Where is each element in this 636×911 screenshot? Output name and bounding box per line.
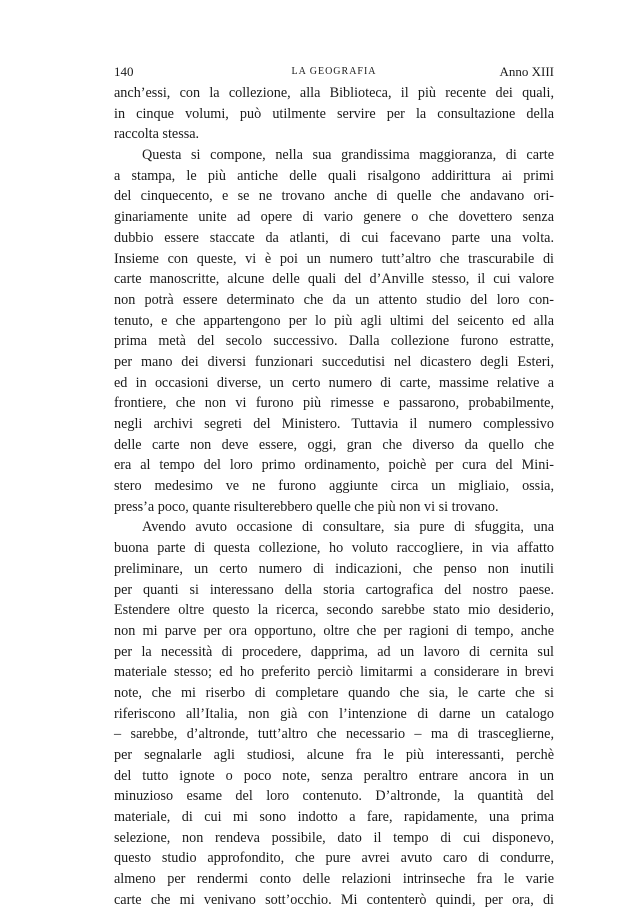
text-line: non mi parve per ora opportuno, oltre che per ragioni di tempo, anche [114,622,554,639]
volume-label: Anno XIII [499,64,554,79]
text-line: non potrà essere determinato che da un attento studio del loro con- [114,291,554,308]
text-line: per mano dei diversi funzionari succedutisi nel dicastero degli Esteri, [114,353,554,370]
text-line: del tutto ignote o poco note, senza peraltro entrare ancora in un [114,767,554,784]
text-line: minuzioso esame del loro contenuto. D’altronde, la quantità del [114,788,554,805]
text-line: in cinque volumi, può utilmente servire per la consultazione della [114,105,554,122]
text-line: Questa si compone, nella sua grandissima maggioranza, di carte [142,147,554,164]
text-line: carte che mi venivano sott’occhio. Mi contenterò quindi, per ora, di [114,891,554,908]
text-line: materiale, di cui mi sono indotto a fare, rapidamente, una prima [114,809,554,826]
text-line: del cinquecento, e se ne trovano anche di quelle che andavano ori- [114,188,554,205]
text-line: press’a poco, quante risulterebbero quelle che più non vi si trovano. [114,498,499,515]
text-line: per la necessità di procedere, dapprima, ad un lavoro di cernita sul [114,643,554,660]
text-line: anch’essi, con la collezione, alla Biblioteca, il più recente dei quali, [114,85,554,101]
text-line: preliminare, un certo numero di indicazioni, che penso non inutili [114,560,554,577]
text-line: ginariamente unite ad opere di vario genere o che dovettero senza [114,209,554,226]
text-line: tenuto, e che appartengono per lo più agli ultimi del seicento ed alla [114,312,554,329]
text-line: frontiere, che non vi furono più rimesse e passarono, probabilmente, [114,395,554,412]
text-line: per quanti si interessano della storia cartografica del nostro paese. [114,581,554,598]
text-line: raccolta stessa. [114,126,200,143]
text-line: ed in occasioni diverse, un certo numero di carte, massime relative a [114,374,554,391]
text-line: buona parte di questa collezione, ho voluto raccogliere, in via affatto [114,540,554,557]
text-line: stero medesimo ve ne furono aggiunte circa un migliaio, ossia, [114,478,554,495]
text-line: era al tempo del loro primo ordinamento, poichè per cura del Mini- [114,457,554,474]
paragraph [114,517,554,910]
text-line: – sarebbe, d’altronde, tutt’altro che necessario – ma di trasceglierne, [114,726,554,743]
text-line: riferiscono all’Italia, non già con l’intenzione di darne un catalogo [114,705,554,722]
text-line: negli archivi segreti del Ministero. Tuttavia il numero complessivo [114,416,554,432]
text-line: Estendere oltre questo la ricerca, secondo sarebbe stato mio desiderio, [114,602,554,619]
text-line: a stampa, le più antiche delle quali risalgono addirittura ai primi [114,167,554,184]
text-line: delle carte non deve essere, oggi, gran che diverso da quello che [114,436,554,453]
text-line: Avendo avuto occasione di consultare, sia pure di sfuggita, una [142,519,554,536]
paragraph [114,83,554,145]
text-line: per segnalarle agli studiosi, alcune fra le più interessanti, perchè [114,747,554,763]
text-line: carte manoscritte, alcune delle quali del d’Anville stesso, il cui valore [114,271,554,288]
running-title: LA GEOGRAFIA [291,66,377,77]
page-header [114,64,554,84]
text-line: prima metà del secolo successivo. Dalla collezione furono estratte, [114,333,554,350]
body-text [114,83,554,911]
text-line: dubbio essere staccate da atlanti, di cui facevano parte una volta. [114,229,554,246]
text-line: questo studio approfondito, che pure avrei avuto caro di condurre, [114,850,554,867]
text-line: selezione, non rendeva possibile, dato il tempo di cui disponevo, [114,829,554,846]
text-line: note, che mi riserbo di completare quando che sia, le carte che si [114,684,554,701]
text-line: materiale stesso; ed ho preferito perciò limitarmi a considerare in brevi [114,664,554,681]
text-line: Insieme con queste, vi è poi un numero tutt’altro che trascurabile di [114,250,554,267]
paragraph [114,145,554,517]
text-line: almeno per rendermi conto delle relazioni intrinseche fra le varie [114,871,554,888]
page-number: 140 [114,64,134,79]
